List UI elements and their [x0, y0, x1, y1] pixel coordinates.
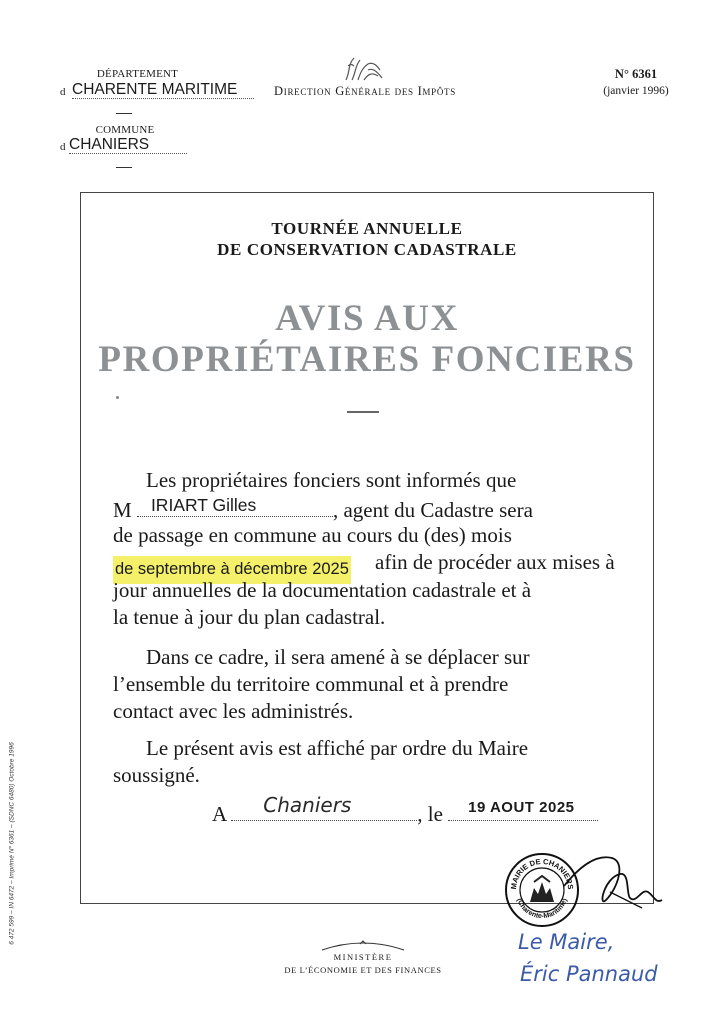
- title-line-1: AVIS AUX: [275, 298, 459, 339]
- place-value: Chaniers: [263, 793, 352, 817]
- heading-line-1: TOURNÉE ANNUELLE: [271, 219, 463, 238]
- date-value: 19 AOUT 2025: [468, 799, 575, 816]
- departement-label: DÉPARTEMENT: [96, 68, 179, 80]
- title-divider: [347, 411, 379, 413]
- place-field: [231, 793, 417, 821]
- commune-prefix: d: [60, 141, 66, 153]
- paragraph-1-line-5: jour annuelles de la documentation cadastrale et à: [113, 578, 532, 602]
- paragraph-2-line-1: Dans ce cadre, il sera amené à se déplacer sur: [146, 645, 530, 669]
- divider: [116, 167, 132, 168]
- signature-scribble-icon: [560, 848, 666, 920]
- paragraph-1-line-6: la tenue à jour du plan cadastral.: [113, 605, 386, 629]
- form-date: (janvier 1996): [603, 85, 669, 97]
- departement-field: [60, 81, 255, 99]
- marianne-logo-icon: [338, 54, 388, 84]
- commune-label: COMMUNE: [95, 124, 155, 136]
- form-number: N° 6361: [614, 67, 658, 81]
- agent-name-field: [137, 494, 333, 517]
- date-prefix: , le: [417, 802, 443, 826]
- ministry-line-1: MINISTÈRE: [333, 952, 393, 962]
- agent-role-text: , agent du Cadastre sera: [332, 498, 533, 522]
- heading-line-2: DE CONSERVATION CADASTRALE: [217, 240, 517, 259]
- paragraph-1-line-4-rest: afin de procéder aux mises à: [375, 550, 615, 574]
- direction-title: Direction Générale des Impôts: [274, 84, 456, 98]
- stamp-top-text: MAIRIE DE CHANIERS: [508, 856, 576, 890]
- place-date-line: [212, 793, 612, 829]
- paragraph-1-line-2: [113, 494, 616, 525]
- divider: [116, 113, 132, 114]
- paragraph-1-line-3: de passage en commune au cours du (des) mois: [113, 523, 512, 547]
- signature-line-1: Le Maire,: [518, 930, 615, 954]
- place-prefix: A: [212, 802, 227, 826]
- period-value: de septembre à décembre 2025: [113, 556, 351, 584]
- paragraph-2-line-3: contact avec les administrés.: [113, 699, 354, 723]
- paragraph-1-line-1: Les propriétaires fonciers sont informés que: [146, 468, 517, 492]
- side-print-text: 6 472 599 – IN 6472 – Imprimé N° 6361 – (SDNC 6480) Octobre 1996: [8, 742, 16, 945]
- ministry-line-2: DE L’ÉCONOMIE ET DES FINANCES: [284, 965, 442, 975]
- stray-mark: [116, 396, 119, 399]
- title-line-2: PROPRIÉTAIRES FONCIERS: [98, 339, 636, 380]
- commune-value: CHANIERS: [69, 136, 187, 154]
- paragraph-3-line-2: soussigné.: [113, 763, 200, 787]
- paragraph-3-line-1: Le présent avis est affiché par ordre du Maire: [146, 736, 529, 760]
- paragraph-2-line-2: l’ensemble du territoire communal et à prendre: [113, 672, 509, 696]
- ministry-arc-icon: [318, 940, 408, 952]
- stamp-bottom-text: (Charente-Maritime): [515, 897, 569, 921]
- mister-prefix: M: [113, 498, 132, 522]
- date-field: [448, 798, 598, 821]
- signature-line-2: Éric Pannaud: [520, 962, 658, 986]
- commune-field: [60, 136, 188, 154]
- agent-name: IRIART Gilles: [150, 495, 257, 515]
- departement-value: CHARENTE MARITIME: [72, 81, 254, 99]
- departement-prefix: d: [60, 86, 66, 98]
